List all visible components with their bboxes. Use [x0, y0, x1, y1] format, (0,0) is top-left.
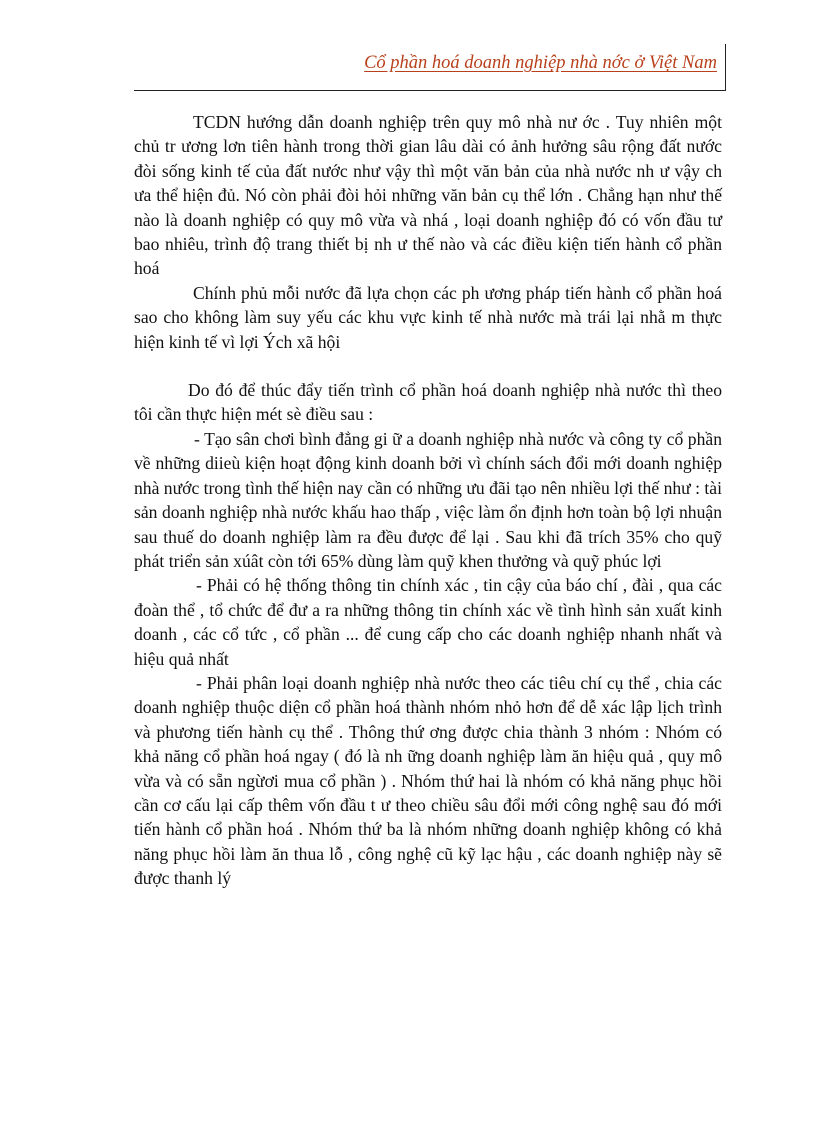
- paragraph-conclusion: Do đó để thúc đẩy tiến trình cổ phần hoá doanh nghiệp nhà nước thì theo tôi cần thực hiện mét sè điều sau :: [134, 380, 722, 425]
- paragraph-government: Chính phủ mỗi nước đã lựa chọn các ph ương pháp tiến hành cổ phần hoá sao cho không làm suy yếu các khu vực kinh tế nhà nước mà trái lại nhằ m thực hiện kinh tế vì lợi Ých xã hội: [134, 282, 722, 352]
- bullet-information-system: - Phải có hệ thống thông tin chính xác , tin cậy của báo chí , đài , qua các đoàn thể , tổ chức để đư a ra những thông tin chính xác về tình hình sản xuất kinh doanh , các cổ tức , cổ phần ... để cung cấp cho các doanh nghiệp nhanh nhất và hiệu quả nhất: [134, 575, 722, 669]
- bullet-equal-field: - Tạo sân chơi bình đẳng gi ữ a doanh nghiệp nhà nước và công ty cổ phần về những diieù kiện hoạt động kinh doanh bởi vì chính sách đổi mới doanh nghiệp nhà nước trong tình thế hiện nay cần có những ưu đãi tạo nên nhiều lợi thế như : tài sản doanh nghiệp nhà nước khấu hao thấp , việc làm ổn định hơn toàn bộ lợi nhuận sau thuế do doanh nghiệp làm ra đều được để lại . Sau khi đã trích 35% cho quỹ phát triển sản xúât còn tới 65% dùng làm quỹ khen thưởng và quỹ phúc lợi: [134, 428, 722, 571]
- document-body: [134, 110, 722, 891]
- bullet-classification: - Phải phân loại doanh nghiệp nhà nước theo các tiêu chí cụ thể , chia các doanh nghiệp thuộc diện cổ phần hoá thành nhóm nhỏ hơn để dễ xác lập lịch trình và phương tiến hành cụ thể . Thông thứ ơng được chia thành 3 nhóm : Nhóm có khả năng cổ phần hoá ngay ( đó là nh ững doanh nghiệp làm ăn hiệu quả , quy mô vừa và có sẵn ngừơi mua cổ phần ) . Nhóm thứ hai là nhóm có khả năng phục hồi cần cơ cấu lại cấp thêm vốn đầu t ư theo chiều sâu đổi mới công nghệ sau đó mới tiến hành cổ phần hoá . Nhóm thứ ba là nhóm những doanh nghiệp không có khả năng phục hồi làm ăn thua lỗ , công nghệ cũ kỹ lạc hậu , các doanh nghiệp này sẽ được thanh lý: [134, 672, 722, 889]
- paragraph-intro: TCDN hướng dẫn doanh nghiệp trên quy mô nhà nư ớc . Tuy nhiên một chủ tr ương lơn tiên hành trong thời gian lâu dài có ảnh hưởng sâu rộng đất nước đòi sống kinh tế của đất nước như vậy thì một văn bản của nhà nước nh ư vậy ch ưa thể hiện đủ. Nó còn phải đòi hỏi những văn bản cụ thể lớn . Chẳng hạn như thế nào là doanh nghiệp có quy mô vừa và nhá , loại doanh nghiệp đó có vốn đầu tư bao nhiêu, trình độ trang thiết bị nh ư thế nào và các điều kiện tiến hành cổ phần hoá: [134, 112, 722, 279]
- header-title: Cổ phần hoá doanh nghiệp nhà nớc ở Việt Nam: [364, 53, 717, 73]
- page-header: [134, 44, 726, 91]
- paragraph-gap: [134, 354, 722, 378]
